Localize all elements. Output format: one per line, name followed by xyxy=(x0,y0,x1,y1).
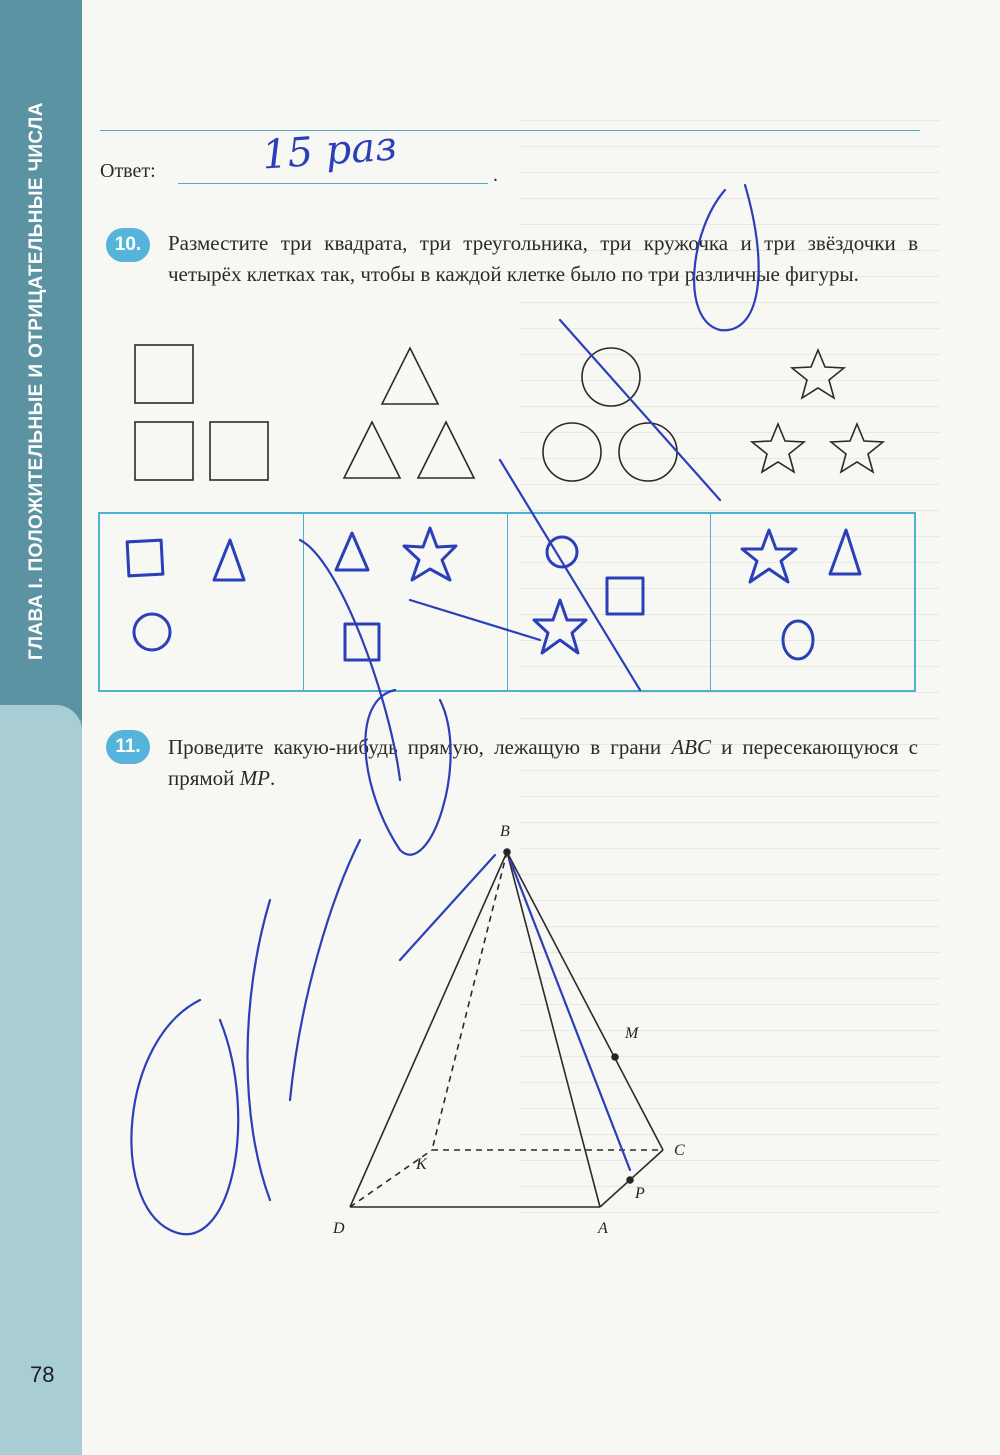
task-11-text-middle: и пересекающуюся с прямой xyxy=(168,735,918,790)
label-a: A xyxy=(598,1220,608,1237)
scribble-line xyxy=(410,600,540,640)
scribble-line xyxy=(290,840,360,1100)
label-k: K xyxy=(416,1156,427,1173)
square-icon xyxy=(135,345,193,403)
point-b xyxy=(504,849,510,855)
page-number: 78 xyxy=(30,1362,55,1387)
star-icon xyxy=(792,350,844,398)
star-icon xyxy=(534,600,586,653)
task-11-badge: 11. xyxy=(106,730,150,764)
scribble-line xyxy=(560,320,720,500)
task-10-text: Разместите три квадрата, три треугольника, три кружочка и три звёздочки в четырёх клетках так, чтобы в каждой клетке было по три различные фигуры. xyxy=(168,231,918,286)
label-b: B xyxy=(500,823,510,840)
point-m xyxy=(612,1054,618,1060)
label-d: D xyxy=(333,1220,345,1237)
square-icon xyxy=(135,422,193,480)
scribble-line xyxy=(510,860,630,1170)
chapter-title: ГЛАВА I. ПОЛОЖИТЕЛЬНЫЕ И ОТРИЦАТЕЛЬНЫЕ ЧИСЛА xyxy=(26,102,47,660)
circle-icon xyxy=(783,621,813,659)
scribble-loop xyxy=(694,185,759,330)
scribble-loop xyxy=(131,1000,238,1234)
answer-period: . xyxy=(493,164,498,186)
star-icon xyxy=(752,424,804,472)
triangle-icon xyxy=(214,540,244,580)
pyramid-edge-bd xyxy=(350,852,507,1207)
printed-shapes xyxy=(135,345,883,481)
task-11-text-prefix: Проведите какую-нибудь прямую, лежащую в грани xyxy=(168,735,672,759)
scribble-line xyxy=(500,460,640,690)
label-m: M xyxy=(625,1025,639,1042)
triangle-icon xyxy=(344,422,400,478)
pyramid-edge-bc xyxy=(507,852,663,1150)
task-11-text-suffix: . xyxy=(270,766,276,790)
handdrawn-shapes xyxy=(127,528,860,660)
scribble-line xyxy=(400,855,495,960)
pyramid-edge-bk xyxy=(432,852,507,1150)
pyramid-figure xyxy=(350,849,663,1207)
star-icon xyxy=(742,530,796,582)
star-icon xyxy=(404,528,456,580)
circle-icon xyxy=(134,614,170,650)
pen-scribbles xyxy=(131,185,758,1234)
circle-icon xyxy=(543,423,601,481)
triangle-icon xyxy=(382,348,438,404)
scribble-loop xyxy=(365,690,450,855)
triangle-icon xyxy=(336,533,368,570)
triangle-icon xyxy=(830,530,860,574)
task-11-line: MP xyxy=(239,766,271,790)
label-c: C xyxy=(674,1142,685,1159)
circle-icon xyxy=(619,423,677,481)
task-10-badge: 10. xyxy=(106,228,150,262)
square-icon xyxy=(607,578,643,614)
triangle-icon xyxy=(418,422,474,478)
scribble-line xyxy=(248,900,271,1200)
answer-label: Ответ: xyxy=(100,160,156,182)
square-icon xyxy=(210,422,268,480)
pyramid-edge-ba xyxy=(507,852,600,1207)
label-p: P xyxy=(635,1185,645,1202)
task-11-face: ABC xyxy=(671,735,711,759)
handwritten-answer: 15 раз xyxy=(260,123,399,179)
star-icon xyxy=(831,424,883,472)
square-icon xyxy=(127,540,163,576)
point-p xyxy=(627,1177,633,1183)
